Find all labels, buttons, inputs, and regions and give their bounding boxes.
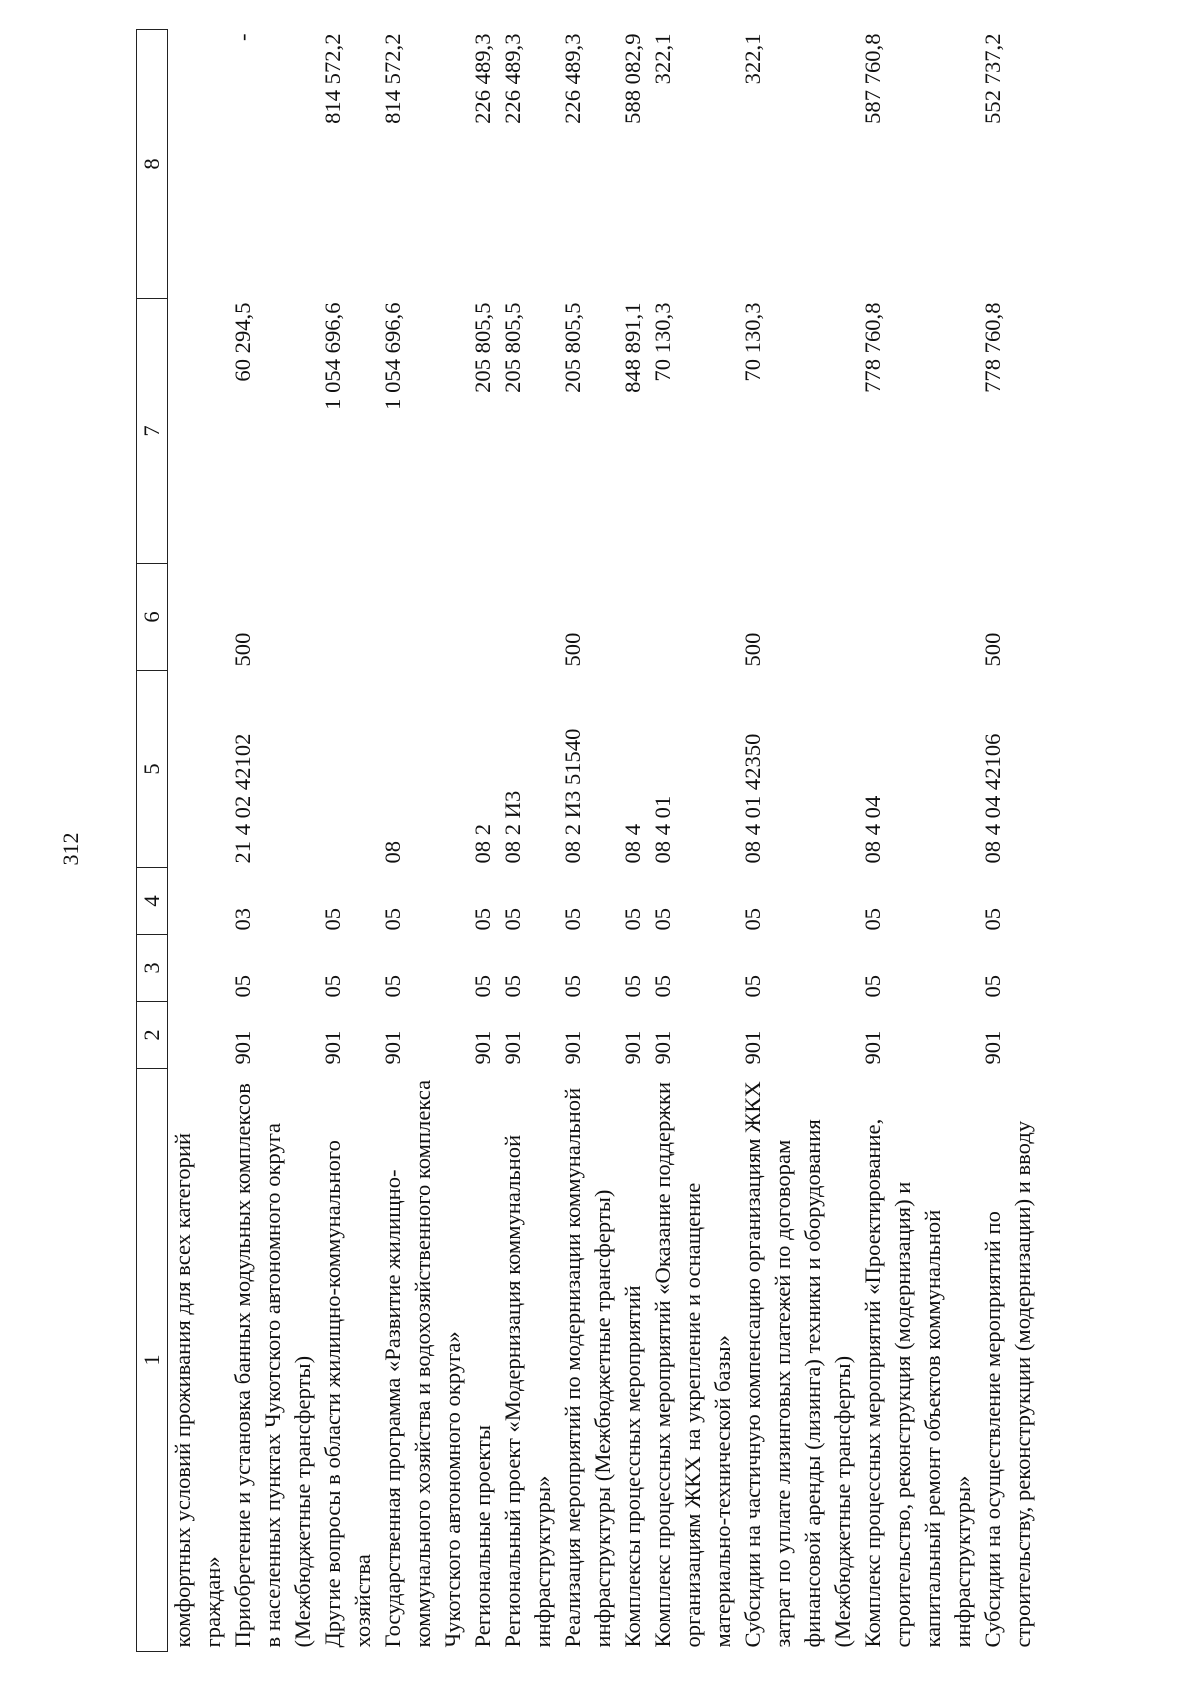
row-amount-year1-cell: 205 805,5 xyxy=(470,302,495,393)
row-subsection-cell: 05 xyxy=(500,907,525,931)
row-amount-year2-cell: - xyxy=(230,33,255,42)
row-name-cell: Комплекс процессных мероприятий «Оказание поддержки организациям ЖКХ на укрепление и оснащение материально-технической базы» xyxy=(650,1081,735,1648)
row-expense-type-cell xyxy=(858,564,978,671)
row-section-cell: 05 xyxy=(650,974,675,998)
row-name-cell: Государственная программа «Развитие жилищно-коммунального хозяйства и водохозяйственного комплекса Чукотского автономного округа» xyxy=(380,1079,465,1648)
row-target-article-cell: 08 4 04 42106 xyxy=(980,733,1005,864)
row-expense-type-cell xyxy=(618,564,648,671)
row-amount-year1-cell: 205 805,5 xyxy=(560,302,585,393)
row-name-cell: Комплексы процессных мероприятий xyxy=(620,1285,645,1648)
row-admin-code-cell: 901 xyxy=(500,1030,525,1065)
table-row xyxy=(468,30,498,1652)
row-admin-code-cell: 901 xyxy=(470,1030,495,1065)
row-subsection-cell: 05 xyxy=(620,907,645,931)
row-name-cell: Региональные проекты xyxy=(470,1424,495,1648)
row-admin-code-cell: 901 xyxy=(650,1030,675,1065)
header-row xyxy=(137,30,168,1652)
row-name-cell: комфортных условий проживания для всех категорий граждан» xyxy=(170,1132,225,1648)
table-row xyxy=(168,30,229,1652)
row-target-article-cell: 08 xyxy=(380,840,405,864)
row-expense-type-cell: 500 xyxy=(980,632,1005,667)
row-name-cell: Комплекс процессных мероприятий «Проектирование, строительство, реконструкция (модернизация) и капитальный ремонт объектов коммунальной инфраструктуры» xyxy=(860,1118,975,1648)
row-section-cell: 05 xyxy=(980,974,1005,998)
row-amount-year2-cell: 552 737,2 xyxy=(980,33,1005,124)
row-admin-code-cell: 901 xyxy=(560,1030,585,1065)
row-target-article-cell: 08 4 01 xyxy=(650,795,675,864)
row-admin-code-cell xyxy=(168,1002,229,1069)
row-name-cell: Реализация мероприятий по модернизации коммунальной инфраструктуры (Межбюджетные трансферты) xyxy=(560,1087,615,1648)
row-amount-year1-cell: 205 805,5 xyxy=(500,302,525,393)
table-row xyxy=(858,30,978,1652)
table-row xyxy=(558,30,618,1652)
table-row xyxy=(618,30,648,1652)
row-amount-year2-cell: 226 489,3 xyxy=(470,33,495,124)
row-subsection-cell: 03 xyxy=(230,907,255,931)
header-col-5: 5 xyxy=(137,671,168,868)
table-row xyxy=(738,30,858,1652)
row-subsection-cell: 05 xyxy=(470,907,495,931)
row-amount-year1-cell: 1 054 696,6 xyxy=(380,302,405,410)
row-amount-year2-cell: 814 572,2 xyxy=(320,33,345,124)
row-amount-year2-cell: 587 760,8 xyxy=(860,33,885,124)
row-section-cell: 05 xyxy=(380,974,405,998)
row-expense-type-cell xyxy=(468,564,498,671)
row-target-article-cell: 21 4 02 42102 xyxy=(230,733,255,864)
row-expense-type-cell: 500 xyxy=(740,632,765,667)
row-subsection-cell: 05 xyxy=(860,907,885,931)
row-target-article-cell: 08 4 01 42350 xyxy=(740,733,765,864)
row-subsection-cell: 05 xyxy=(380,907,405,931)
header-col-6: 6 xyxy=(137,564,168,671)
row-section-cell: 05 xyxy=(560,974,585,998)
row-section-cell: 05 xyxy=(860,974,885,998)
row-admin-code-cell: 901 xyxy=(230,1030,255,1065)
row-admin-code-cell: 901 xyxy=(620,1030,645,1065)
row-admin-code-cell: 901 xyxy=(740,1030,765,1065)
row-target-article-cell: 08 2 И3 51540 xyxy=(560,728,585,864)
row-target-article-cell: 08 4 xyxy=(620,823,645,864)
row-name-cell: Приобретение и установка банных модульных комплексов в населенных пунктах Чукотского автономного округа (Межбюджетные трансферты) xyxy=(230,1083,315,1648)
row-amount-year1-cell: 778 760,8 xyxy=(980,302,1005,393)
table-row xyxy=(498,30,558,1652)
row-amount-year2-cell: 226 489,3 xyxy=(500,33,525,124)
row-expense-type-cell: 500 xyxy=(560,632,585,667)
table-row xyxy=(318,30,378,1652)
row-amount-year2-cell: 322,1 xyxy=(740,33,765,85)
header-col-4: 4 xyxy=(137,868,168,935)
row-name-cell: Региональный проект «Модернизация коммунальной инфраструктуры» xyxy=(500,1134,555,1648)
header-col-7: 7 xyxy=(137,299,168,564)
row-amount-year2-cell: 322,1 xyxy=(650,33,675,85)
row-expense-type-cell xyxy=(498,564,558,671)
row-admin-code-cell: 901 xyxy=(980,1030,1005,1065)
header-col-8: 8 xyxy=(137,30,168,299)
row-section-cell: 05 xyxy=(320,974,345,998)
row-target-article-cell: 08 2 xyxy=(470,823,495,864)
row-section-cell: 05 xyxy=(500,974,525,998)
header-col-1: 1 xyxy=(137,1069,168,1652)
row-section-cell: 05 xyxy=(620,974,645,998)
row-amount-year2-cell: 226 489,3 xyxy=(560,33,585,124)
row-subsection-cell: 05 xyxy=(650,907,675,931)
row-admin-code-cell: 901 xyxy=(860,1030,885,1065)
row-expense-type-cell xyxy=(168,564,229,671)
row-subsection-cell: 05 xyxy=(560,907,585,931)
row-section-cell: 05 xyxy=(230,974,255,998)
row-target-article-cell: 08 4 04 xyxy=(860,795,885,864)
row-amount-year1-cell: 1 054 696,6 xyxy=(320,302,345,410)
row-amount-year1-cell xyxy=(168,299,229,564)
row-amount-year1-cell: 60 294,5 xyxy=(230,302,255,382)
row-name-cell: Другие вопросы в области жилищно-коммунального хозяйства xyxy=(320,1140,375,1648)
row-name-cell: Субсидии на осуществление мероприятий по строительству, реконструкции (модернизации) и вводу xyxy=(980,1120,1035,1648)
header-col-3: 3 xyxy=(137,935,168,1002)
row-subsection-cell: 05 xyxy=(980,907,1005,931)
row-subsection-cell xyxy=(168,868,229,935)
row-expense-type-cell xyxy=(318,564,378,671)
row-target-article-cell xyxy=(168,671,229,868)
budget-table xyxy=(136,29,1038,1652)
row-target-article-cell: 08 2 И3 xyxy=(500,790,525,864)
row-section-cell: 05 xyxy=(740,974,765,998)
row-amount-year2-cell: 814 572,2 xyxy=(380,33,405,124)
row-section-cell xyxy=(168,935,229,1002)
page-number: 312 xyxy=(58,832,83,866)
row-amount-year2-cell xyxy=(168,30,229,299)
row-expense-type-cell xyxy=(378,564,468,671)
table-row xyxy=(978,30,1038,1652)
table-row xyxy=(378,30,468,1652)
table-row xyxy=(648,30,738,1652)
row-amount-year1-cell: 70 130,3 xyxy=(740,302,765,382)
row-expense-type-cell: 500 xyxy=(230,632,255,667)
row-name-cell: Субсидии на частичную компенсацию организациям ЖКХ затрат по уплате лизинговых платежей по договорам финансовой аренды (лизинга) техники и оборудования (Межбюджетные трансферты) xyxy=(740,1081,855,1648)
row-subsection-cell: 05 xyxy=(320,907,345,931)
row-amount-year2-cell: 588 082,9 xyxy=(620,33,645,124)
row-admin-code-cell: 901 xyxy=(380,1030,405,1065)
row-section-cell: 05 xyxy=(470,974,495,998)
row-amount-year1-cell: 70 130,3 xyxy=(650,302,675,382)
row-admin-code-cell: 901 xyxy=(320,1030,345,1065)
row-amount-year1-cell: 848 891,1 xyxy=(620,302,645,393)
table-row xyxy=(228,30,318,1652)
row-subsection-cell: 05 xyxy=(740,907,765,931)
header-col-2: 2 xyxy=(137,1002,168,1069)
row-target-article-cell xyxy=(318,671,378,868)
row-expense-type-cell xyxy=(648,564,738,671)
row-amount-year1-cell: 778 760,8 xyxy=(860,302,885,393)
